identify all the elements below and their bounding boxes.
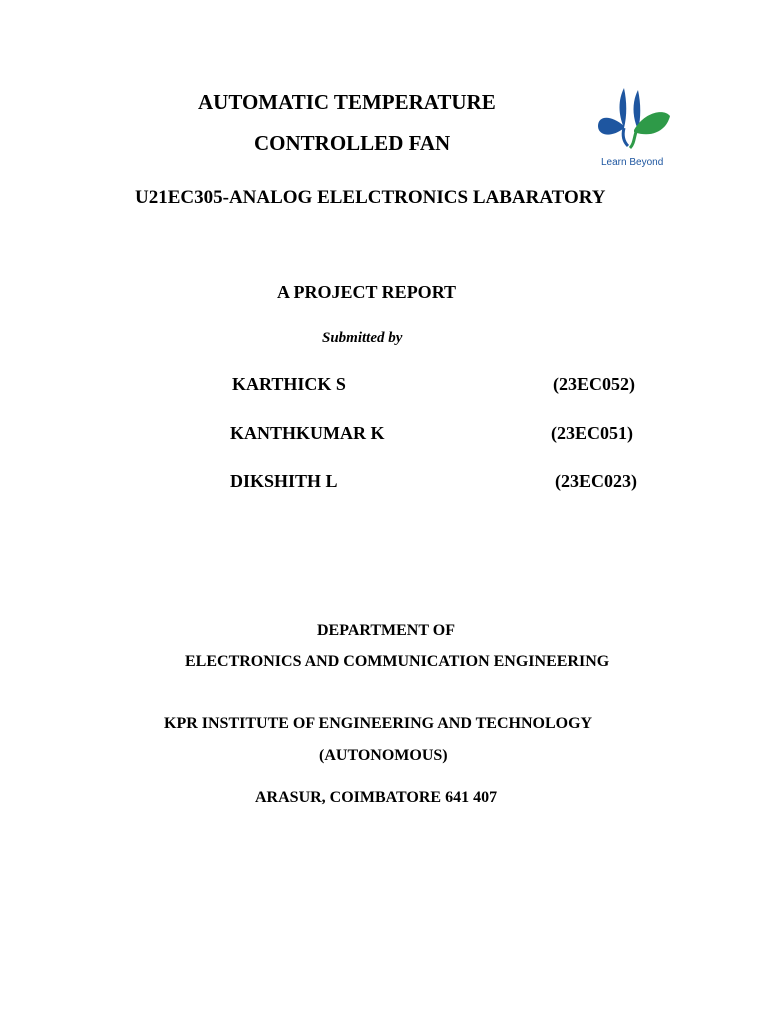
student-name: DIKSHITH L: [230, 471, 338, 491]
institute-address: ARASUR, COIMBATORE 641 407: [255, 789, 498, 806]
title-line-2: CONTROLLED FAN: [254, 131, 451, 155]
student-id: (23EC051): [551, 423, 633, 443]
logo-tagline: Learn Beyond: [601, 157, 664, 168]
report-heading: A PROJECT REPORT: [277, 282, 457, 302]
department-label: DEPARTMENT OF: [317, 622, 455, 639]
student-id: (23EC023): [555, 471, 637, 491]
title-line-1: AUTOMATIC TEMPERATURE: [198, 90, 496, 114]
student-id: (23EC052): [553, 374, 635, 394]
department-name: ELECTRONICS AND COMMUNICATION ENGINEERING: [185, 653, 610, 670]
student-name: KARTHICK S: [232, 374, 346, 394]
course-title: U21EC305-ANALOG ELELCTRONICS LABARATORY: [135, 187, 606, 208]
institute-status: (AUTONOMOUS): [319, 747, 448, 764]
student-name: KANTHKUMAR K: [230, 423, 385, 443]
submitted-by-label: Submitted by: [322, 330, 403, 346]
institute-name: KPR INSTITUTE OF ENGINEERING AND TECHNOLOGY: [164, 715, 593, 732]
